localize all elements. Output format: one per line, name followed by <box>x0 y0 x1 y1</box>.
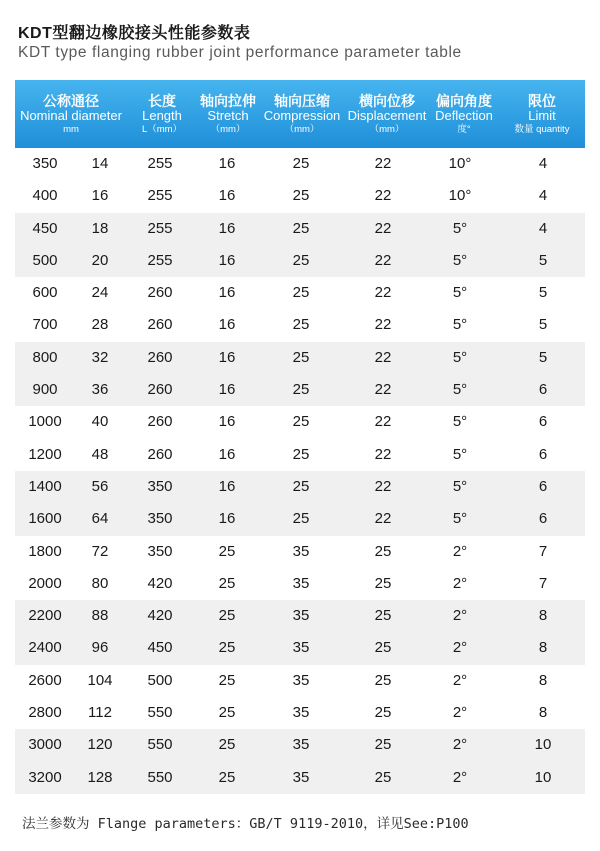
cell-limit: 8 <box>538 671 548 689</box>
cell-dn: 1600 <box>28 510 62 528</box>
cell-displacement: 22 <box>374 510 392 528</box>
cell-dn-inch: 80 <box>91 574 109 592</box>
cell-length: 500 <box>147 671 173 689</box>
cell-dn-inch: 36 <box>91 381 109 399</box>
cell-stretch: 16 <box>218 316 236 334</box>
table-row <box>15 600 585 632</box>
cell-deflection: 2° <box>452 639 468 657</box>
cell-compression: 25 <box>292 284 310 302</box>
cell-displacement: 22 <box>374 348 392 366</box>
cell-length: 420 <box>147 574 173 592</box>
cell-length: 550 <box>147 736 173 754</box>
cell-stretch: 25 <box>218 736 236 754</box>
cell-dn-inch: 18 <box>91 219 109 237</box>
cell-deflection: 5° <box>452 251 468 269</box>
header-deflection <box>429 80 499 148</box>
cell-compression: 25 <box>292 445 310 463</box>
header-label-cn: 偏向角度 <box>436 92 492 109</box>
cell-displacement: 22 <box>374 316 392 334</box>
cell-dn: 700 <box>32 316 58 334</box>
cell-dn-inch: 128 <box>87 768 113 786</box>
cell-stretch: 16 <box>218 219 236 237</box>
cell-length: 550 <box>147 768 173 786</box>
table-row <box>15 665 585 697</box>
cell-dn: 400 <box>32 187 58 205</box>
cell-stretch: 16 <box>218 445 236 463</box>
cell-dn-inch: 64 <box>91 510 109 528</box>
cell-limit: 6 <box>538 510 548 528</box>
header-label-en: Limit <box>528 107 556 123</box>
table-row <box>15 374 585 406</box>
header-unit: 度° <box>457 123 471 135</box>
header-label-cn: 轴向压缩 <box>274 92 330 109</box>
cell-stretch: 25 <box>218 542 236 560</box>
header-unit: 数量 quantity <box>514 123 570 135</box>
header-label-cn: 轴向拉伸 <box>200 92 256 109</box>
cell-dn: 2800 <box>28 704 62 722</box>
cell-displacement: 25 <box>374 736 392 754</box>
cell-stretch: 16 <box>218 510 236 528</box>
cell-displacement: 25 <box>374 704 392 722</box>
cell-displacement: 22 <box>374 477 392 495</box>
cell-stretch: 25 <box>218 607 236 625</box>
cell-dn-inch: 104 <box>87 671 113 689</box>
cell-compression: 35 <box>292 768 310 786</box>
cell-dn-inch: 72 <box>91 542 109 560</box>
cell-deflection: 2° <box>452 704 468 722</box>
cell-deflection: 10° <box>448 187 472 205</box>
cell-deflection: 2° <box>452 574 468 592</box>
cell-stretch: 16 <box>218 251 236 269</box>
cell-length: 420 <box>147 607 173 625</box>
cell-displacement: 25 <box>374 607 392 625</box>
cell-displacement: 25 <box>374 542 392 560</box>
cell-dn-inch: 40 <box>91 413 109 431</box>
page-title: KDT型翻边橡胶接头性能参数表 <box>18 25 251 42</box>
header-compression <box>259 80 345 148</box>
cell-deflection: 2° <box>452 542 468 560</box>
cell-compression: 25 <box>292 348 310 366</box>
cell-length: 550 <box>147 704 173 722</box>
header-unit: （mm） <box>369 123 405 135</box>
cell-dn-inch: 16 <box>91 187 109 205</box>
cell-limit: 8 <box>538 607 548 625</box>
cell-deflection: 5° <box>452 284 468 302</box>
cell-compression: 25 <box>292 477 310 495</box>
table-row <box>15 180 585 212</box>
cell-dn: 1400 <box>28 477 62 495</box>
cell-dn: 800 <box>32 348 58 366</box>
cell-dn-inch: 120 <box>87 736 113 754</box>
header-displacement <box>345 80 429 148</box>
cell-length: 260 <box>147 413 173 431</box>
cell-dn: 1000 <box>28 413 62 431</box>
header-unit: mm <box>63 123 79 135</box>
cell-compression: 25 <box>292 251 310 269</box>
cell-limit: 8 <box>538 639 548 657</box>
cell-dn-inch: 56 <box>91 477 109 495</box>
cell-dn: 350 <box>32 155 58 172</box>
header-label-en: Deflection <box>435 107 493 123</box>
table-row <box>15 213 585 245</box>
cell-deflection: 5° <box>452 219 468 237</box>
header-label-cn: 横向位移 <box>359 92 415 109</box>
cell-deflection: 5° <box>452 510 468 528</box>
cell-length: 260 <box>147 381 173 399</box>
cell-length: 255 <box>147 219 173 237</box>
cell-dn: 600 <box>32 284 58 302</box>
header-label-cn: 公称通径 <box>43 92 99 109</box>
cell-dn-inch: 96 <box>91 639 109 657</box>
cell-compression: 35 <box>292 607 310 625</box>
cell-dn: 2600 <box>28 671 62 689</box>
cell-dn: 1200 <box>28 445 62 463</box>
cell-deflection: 2° <box>452 736 468 754</box>
cell-dn: 2400 <box>28 639 62 657</box>
cell-stretch: 25 <box>218 639 236 657</box>
cell-compression: 35 <box>292 704 310 722</box>
table-row <box>15 729 585 761</box>
table-row <box>15 148 585 180</box>
cell-deflection: 2° <box>452 768 468 786</box>
cell-dn: 2200 <box>28 607 62 625</box>
cell-compression: 35 <box>292 542 310 560</box>
cell-limit: 10 <box>534 768 552 786</box>
cell-displacement: 22 <box>374 251 392 269</box>
cell-deflection: 10° <box>448 155 472 172</box>
cell-length: 260 <box>147 316 173 334</box>
cell-compression: 25 <box>292 155 310 172</box>
cell-limit: 6 <box>538 413 548 431</box>
cell-stretch: 16 <box>218 348 236 366</box>
cell-dn-inch: 20 <box>91 251 109 269</box>
cell-compression: 25 <box>292 381 310 399</box>
cell-stretch: 16 <box>218 477 236 495</box>
cell-length: 255 <box>147 155 173 172</box>
cell-limit: 5 <box>538 316 548 334</box>
header-stretch <box>197 80 259 148</box>
cell-dn: 500 <box>32 251 58 269</box>
cell-displacement: 22 <box>374 155 392 172</box>
cell-limit: 4 <box>538 155 548 172</box>
cell-limit: 4 <box>538 187 548 205</box>
cell-displacement: 22 <box>374 381 392 399</box>
cell-stretch: 16 <box>218 381 236 399</box>
cell-limit: 7 <box>538 542 548 560</box>
cell-limit: 10 <box>534 736 552 754</box>
cell-length: 260 <box>147 348 173 366</box>
header-label-en: Nominal diameter <box>20 107 122 123</box>
table-body <box>15 148 585 794</box>
table-row <box>15 503 585 535</box>
cell-deflection: 2° <box>452 607 468 625</box>
cell-dn-inch: 88 <box>91 607 109 625</box>
cell-length: 255 <box>147 251 173 269</box>
cell-deflection: 2° <box>452 671 468 689</box>
table-row <box>15 632 585 664</box>
cell-dn-inch: 112 <box>88 704 112 722</box>
header-nominal-diameter <box>15 80 127 148</box>
cell-limit: 8 <box>538 704 548 722</box>
cell-dn: 2000 <box>28 574 62 592</box>
header-unit: L（mm） <box>141 123 183 135</box>
cell-length: 350 <box>147 542 173 560</box>
cell-displacement: 22 <box>374 445 392 463</box>
cell-dn: 3200 <box>28 768 62 786</box>
flange-note: 法兰参数为 Flange parameters：GB/T 9119-2010，详见See:P100 <box>22 816 469 832</box>
cell-deflection: 5° <box>452 477 468 495</box>
cell-compression: 25 <box>292 510 310 528</box>
cell-deflection: 5° <box>452 316 468 334</box>
cell-compression: 25 <box>292 316 310 334</box>
cell-displacement: 22 <box>374 284 392 302</box>
header-label-en: Displacement <box>347 107 427 123</box>
table-row <box>15 342 585 374</box>
cell-dn: 900 <box>32 381 58 399</box>
cell-length: 450 <box>147 639 173 657</box>
table-header <box>15 80 585 148</box>
cell-displacement: 22 <box>374 413 392 431</box>
cell-deflection: 5° <box>452 348 468 366</box>
header-label-en: Compression <box>263 107 341 123</box>
page-subtitle: KDT type flanging rubber joint performance parameter table <box>18 44 462 61</box>
cell-compression: 25 <box>292 413 310 431</box>
cell-limit: 6 <box>538 477 548 495</box>
cell-deflection: 5° <box>452 445 468 463</box>
cell-limit: 5 <box>538 251 548 269</box>
cell-dn-inch: 32 <box>91 348 109 366</box>
cell-compression: 25 <box>292 187 310 205</box>
cell-stretch: 16 <box>218 284 236 302</box>
cell-length: 350 <box>147 477 173 495</box>
cell-stretch: 16 <box>218 413 236 431</box>
cell-deflection: 5° <box>452 413 468 431</box>
table-row <box>15 245 585 277</box>
table-row <box>15 406 585 438</box>
cell-limit: 4 <box>538 219 548 237</box>
cell-limit: 5 <box>538 284 548 302</box>
cell-stretch: 25 <box>218 768 236 786</box>
cell-stretch: 16 <box>218 155 236 172</box>
header-label-en: Length <box>142 107 182 123</box>
table-row <box>15 536 585 568</box>
cell-displacement: 22 <box>374 187 392 205</box>
cell-dn-inch: 48 <box>91 445 109 463</box>
header-limit <box>499 80 585 148</box>
cell-limit: 6 <box>538 381 548 399</box>
table-row <box>15 309 585 341</box>
cell-dn: 450 <box>32 219 58 237</box>
cell-stretch: 25 <box>218 671 236 689</box>
cell-compression: 35 <box>292 736 310 754</box>
cell-compression: 35 <box>292 574 310 592</box>
header-label-en: Stretch <box>207 107 249 123</box>
cell-stretch: 25 <box>218 704 236 722</box>
cell-stretch: 25 <box>218 574 236 592</box>
cell-length: 260 <box>147 284 173 302</box>
table-row <box>15 568 585 600</box>
cell-dn-inch: 28 <box>91 316 109 334</box>
cell-compression: 35 <box>292 639 310 657</box>
cell-dn: 1800 <box>28 542 62 560</box>
header-label-cn: 限位 <box>528 92 556 109</box>
header-label-cn: 长度 <box>148 92 176 109</box>
cell-limit: 7 <box>538 574 548 592</box>
cell-compression: 35 <box>292 671 310 689</box>
table-row <box>15 471 585 503</box>
cell-length: 350 <box>147 510 173 528</box>
cell-displacement: 25 <box>374 768 392 786</box>
cell-limit: 6 <box>538 445 548 463</box>
cell-dn: 3000 <box>28 736 62 754</box>
table-row <box>15 697 585 729</box>
table-row <box>15 277 585 309</box>
cell-deflection: 5° <box>452 381 468 399</box>
cell-limit: 5 <box>538 348 548 366</box>
cell-displacement: 25 <box>374 639 392 657</box>
cell-compression: 25 <box>292 219 310 237</box>
header-unit: （mm） <box>284 123 320 135</box>
table-row <box>15 762 585 794</box>
table-row <box>15 439 585 471</box>
cell-length: 260 <box>147 445 173 463</box>
cell-displacement: 25 <box>374 574 392 592</box>
cell-dn-inch: 24 <box>91 284 109 302</box>
header-length <box>127 80 197 148</box>
cell-displacement: 22 <box>374 219 392 237</box>
cell-stretch: 16 <box>218 187 236 205</box>
header-unit: （mm） <box>210 123 246 135</box>
cell-displacement: 25 <box>374 671 392 689</box>
cell-length: 255 <box>147 187 173 205</box>
cell-dn-inch: 14 <box>91 155 109 172</box>
